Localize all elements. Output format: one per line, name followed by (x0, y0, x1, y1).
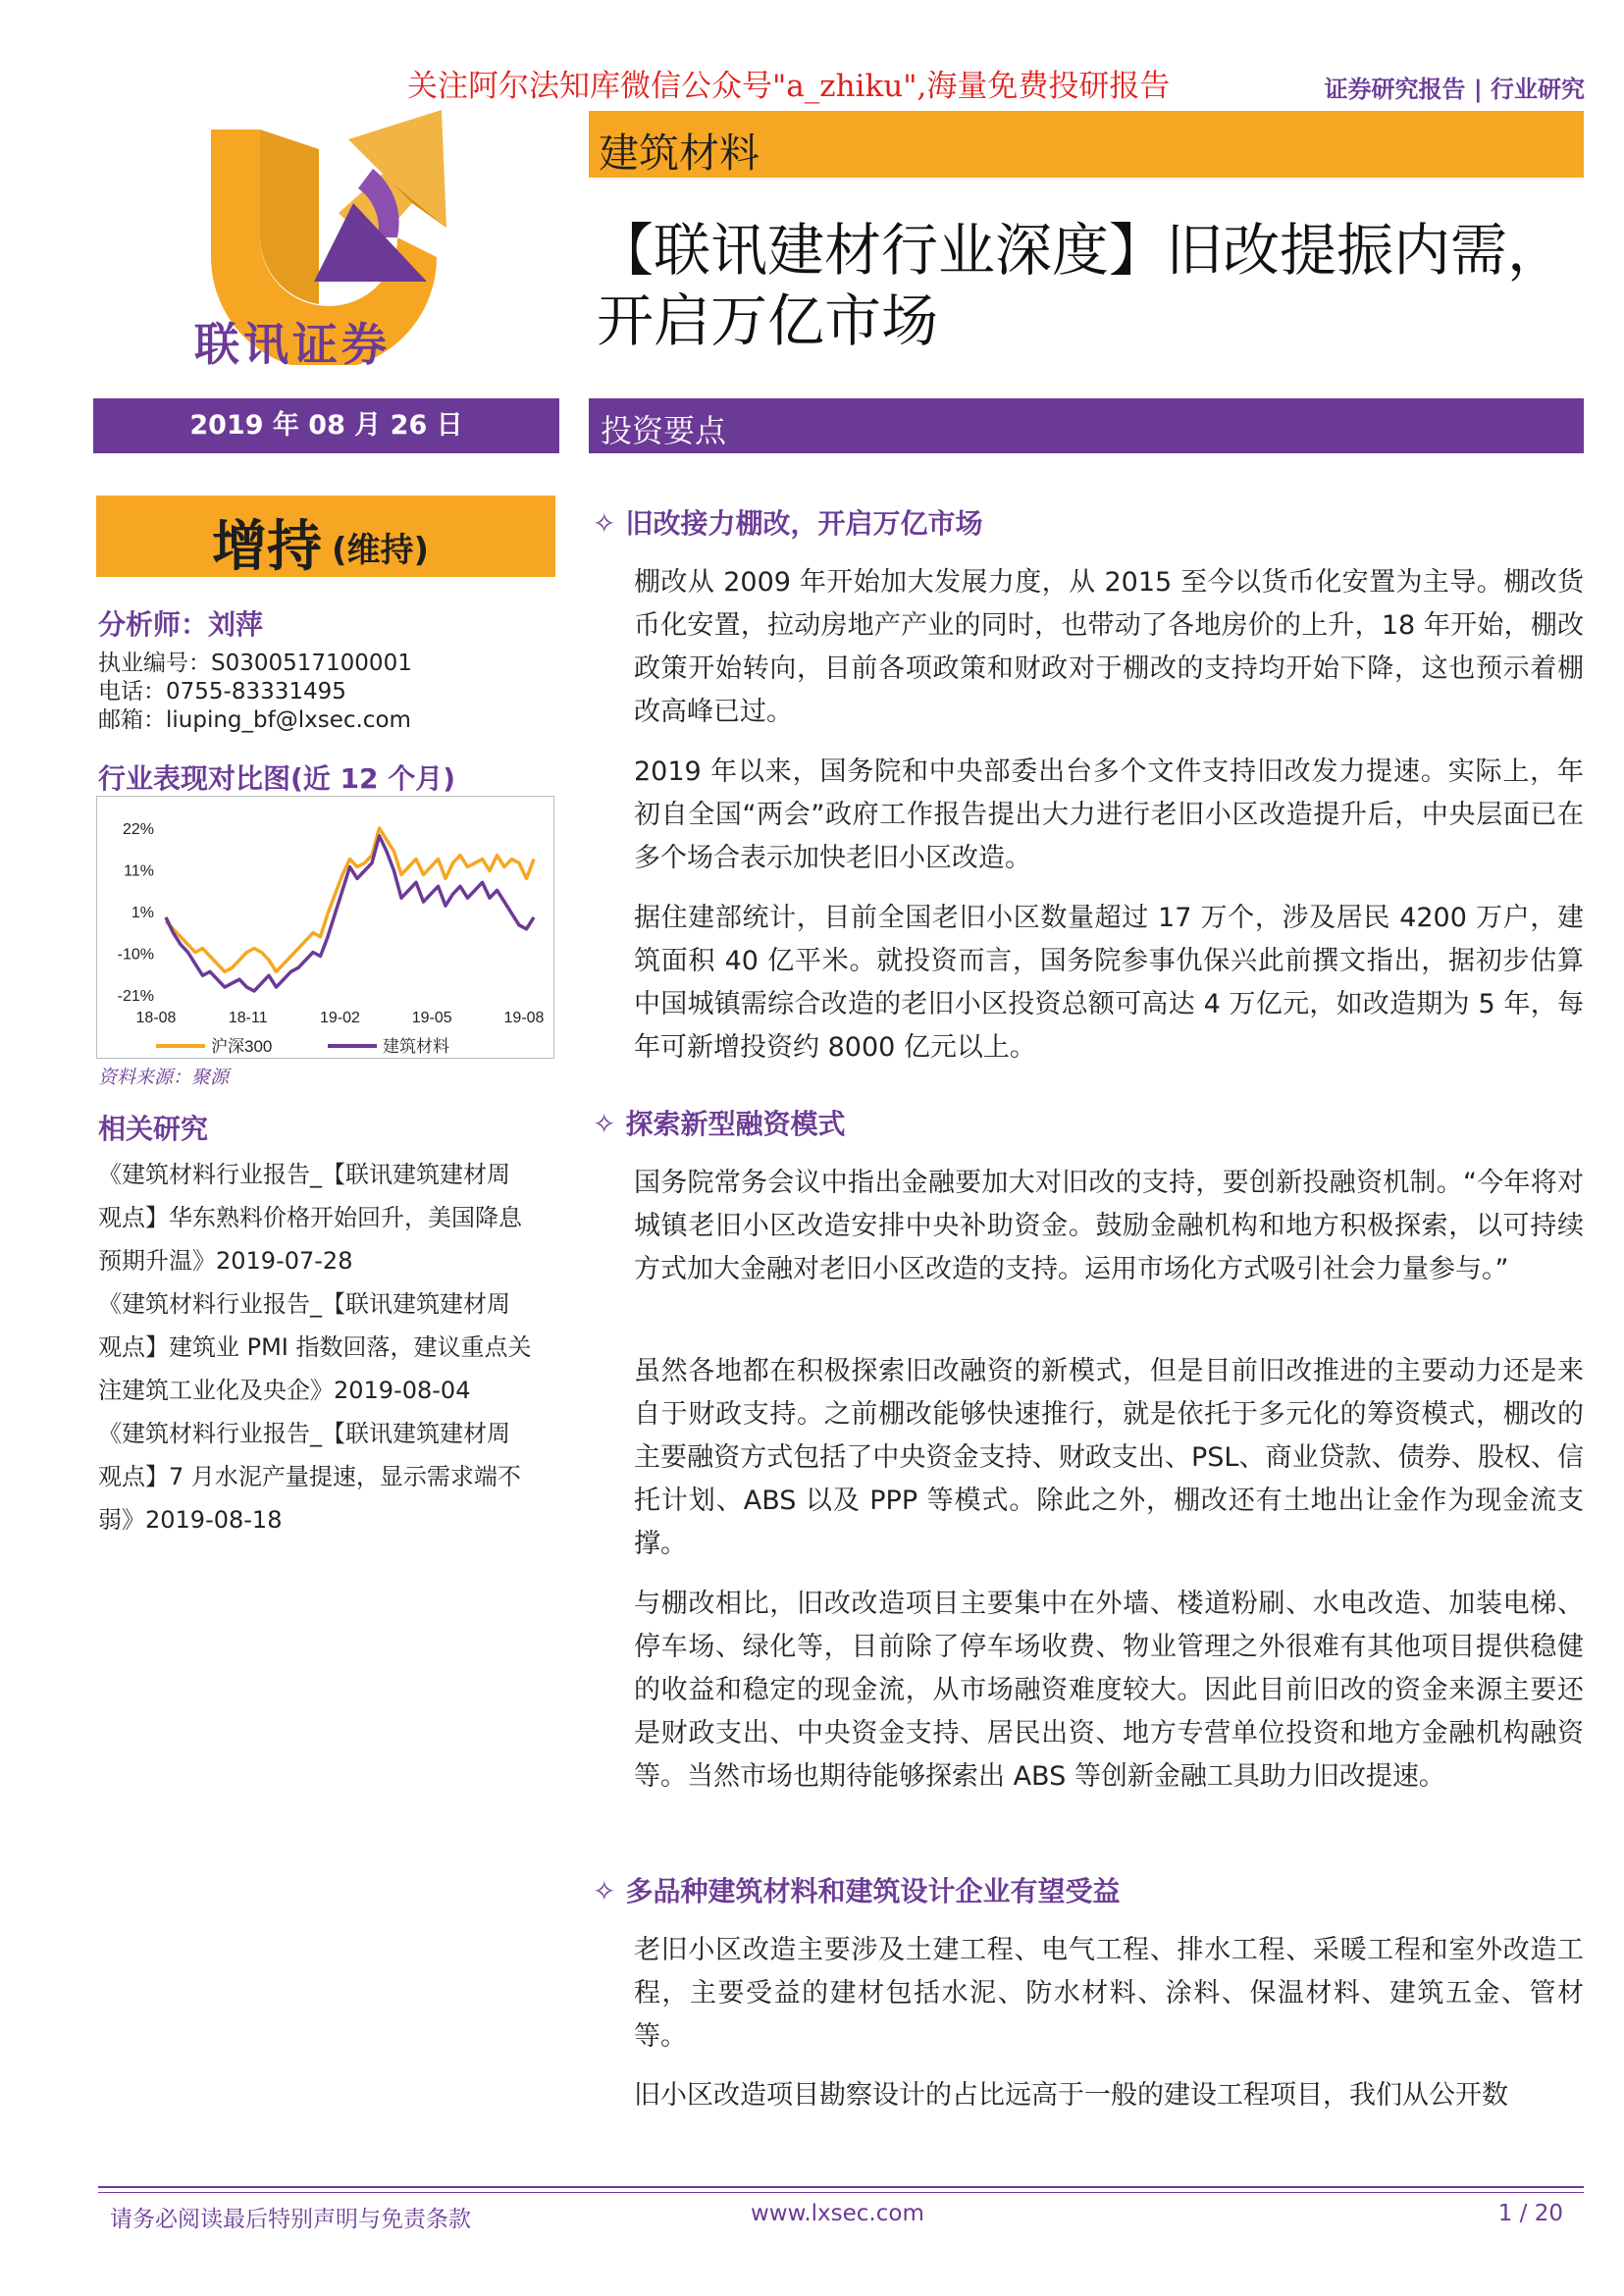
investment-points-title: 投资要点 (601, 412, 727, 449)
report-title-line1: 【联讯建材行业深度】旧改提振内需， (597, 217, 1565, 284)
x-tick-label: 18-11 (228, 1010, 268, 1026)
paragraph: 老旧小区改造主要涉及土建工程、电气工程、排水工程、采暖工程和室外改造工程，主要受益的建材包括水泥、防水材料、涂料、保温材料、建筑五金、管材等。 (634, 1935, 1584, 2052)
legend-label: 建筑材料 (383, 1037, 449, 1056)
report-type: 证券研究报告 | 行业研究 (1324, 76, 1585, 103)
x-tick-label: 19-02 (320, 1010, 360, 1026)
chart-title: 行业表现对比图(近 12 个月) (98, 762, 456, 795)
performance-chart (97, 797, 553, 1058)
related-item-line[interactable]: 《建筑材料行业报告_【联讯建筑建材周 (98, 1420, 510, 1447)
promo-banner: 关注阿尔法知库微信公众号"a_zhiku",海量免费投研报告 (407, 69, 1171, 104)
paragraph: 虽然各地都在积极探索旧改融资的新模式，但是目前旧改推进的主要动力还是来自于财政支持。之前棚改能够快速推行，就是依托于多元化的筹资模式，棚改的主要融资方式包括了中央资金支持、财政支出、PSL、商业贷款、债券、股权、信托计划、ABS 以及 PPP 等模式。除此之外，棚改还有土地出让金作为现金流支撑。 (634, 1356, 1584, 1559)
related-item-line[interactable]: 弱》2019-08-18 (98, 1506, 283, 1534)
y-tick-label: -10% (117, 946, 154, 964)
x-tick-label: 18-08 (135, 1010, 177, 1026)
footer-website-link[interactable]: www.lxsec.com (751, 2201, 924, 2226)
related-item-line[interactable]: 观点】建筑业 PMI 指数回落，建议重点关 (98, 1333, 532, 1361)
chart-source: 资料来源：聚源 (98, 1067, 230, 1088)
diamond-bullet-icon: ✧ (593, 1875, 616, 1907)
rating-sub: (维持) (332, 531, 430, 570)
y-tick-label: -21% (117, 988, 154, 1005)
y-tick-label: 22% (122, 821, 154, 838)
analyst-license: 执业编号：S0300517100001 (98, 651, 412, 676)
footer-divider (98, 2192, 1584, 2193)
x-tick-label: 19-05 (411, 1010, 452, 1026)
related-research-title: 相关研究 (98, 1113, 209, 1145)
y-tick-label: 11% (124, 862, 154, 880)
report-date: 2019 年 08 月 26 日 (93, 398, 559, 453)
related-item-line[interactable]: 观点】华东熟料价格开始回升，美国降息 (98, 1204, 522, 1231)
diamond-bullet-icon: ✧ (593, 1108, 616, 1140)
page-number: 1 / 20 (1497, 2201, 1563, 2226)
diamond-bullet-icon: ✧ (593, 507, 616, 540)
rating-box (96, 496, 555, 577)
industry-label: 建筑材料 (599, 130, 760, 177)
footer-disclaimer[interactable]: 请务必阅读最后特别声明与免责条款 (110, 2207, 471, 2232)
industry-bar (589, 111, 1584, 178)
section-heading (593, 1870, 1120, 1909)
section-title: 多品种建筑材料和建筑设计企业有望受益 (625, 1875, 1121, 1907)
footer-divider (98, 2186, 1584, 2188)
related-item-line[interactable]: 《建筑材料行业报告_【联讯建筑建材周 (98, 1161, 510, 1188)
paragraph: 旧小区改造项目勘察设计的占比远高于一般的建设工程项目，我们从公开数 (634, 2080, 1508, 2111)
paragraph: 棚改从 2009 年开始加大发展力度，从 2015 至今以货币化安置为主导。棚改货币化安置，拉动房地产产业的同时，也带动了各地房价的上升，18 年开始，棚改政策开始转向，目前各项政策和财政对于棚改的支持均开始下降，这也预示着棚改高峰已过。 (634, 567, 1584, 727)
rating-main: 增持 (212, 515, 322, 579)
section-heading (593, 502, 982, 542)
analyst-email: 邮箱：liuping_bf@lxsec.com (98, 707, 411, 733)
related-item-line[interactable]: 注建筑工业化及央企》2019-08-04 (98, 1377, 471, 1404)
legend-label: 沪深300 (211, 1037, 273, 1056)
section-heading (593, 1103, 845, 1142)
analyst-name: 分析师：刘萍 (98, 608, 264, 641)
related-item-line[interactable]: 预期升温》2019-07-28 (98, 1247, 353, 1275)
section-title: 探索新型融资模式 (625, 1108, 846, 1140)
paragraph: 2019 年以来，国务院和中央部委出台多个文件支持旧改发力提速。实际上，年初自全国“两会”政府工作报告提出大力进行老旧小区改造提升后，中央层面已在多个场合表示加快老旧小区改造。 (634, 757, 1584, 873)
analyst-phone: 电话：0755-83331495 (98, 679, 346, 704)
section-title: 旧改接力棚改，开启万亿市场 (625, 507, 983, 540)
related-item-line[interactable]: 观点】7 月水泥产量提速，显示需求端不 (98, 1463, 521, 1490)
series-line-hs300 (166, 828, 534, 971)
x-tick-label: 19-08 (503, 1010, 545, 1026)
chart-frame (96, 796, 554, 1059)
paragraph: 国务院常务会议中指出金融要加大对旧改的支持，要创新投融资机制。“今年将对城镇老旧小区改造安排中央补助资金。鼓励金融机构和地方积极探索，以可持续方式加大金融对老旧小区改造的支持。运用市场化方式吸引社会力量参与。” (634, 1168, 1584, 1284)
logo-text: 联讯证券 (194, 318, 391, 371)
report-title-line2: 开启万亿市场 (597, 287, 939, 354)
related-item-line[interactable]: 《建筑材料行业报告_【联讯建筑建材周 (98, 1290, 510, 1318)
y-tick-label: 1% (131, 905, 154, 921)
investment-points-bar (589, 398, 1584, 453)
paragraph: 据住建部统计，目前全国老旧小区数量超过 17 万个，涉及居民 4200 万户，建筑面积 40 亿平米。就投资而言，国务院参事仇保兴此前撰文指出，据初步估算中国城镇需综合改造的老旧小区投资总额可高达 4 万亿元，如改造期为 5 年，每年可新增投资约 8000 亿元以上。 (634, 903, 1584, 1063)
paragraph: 与棚改相比，旧改改造项目主要集中在外墙、楼道粉刷、水电改造、加装电梯、停车场、绿化等，目前除了停车场收费、物业管理之外很难有其他项目提供稳健的收益和稳定的现金流，从市场融资难度较大。因此目前旧改的资金来源主要还是财政支出、中央资金支持、居民出资、地方专营单位投资和地方金融机构融资等。当然市场也期待能够探索出 ABS 等创新金融工具助力旧改提速。 (634, 1589, 1584, 1792)
